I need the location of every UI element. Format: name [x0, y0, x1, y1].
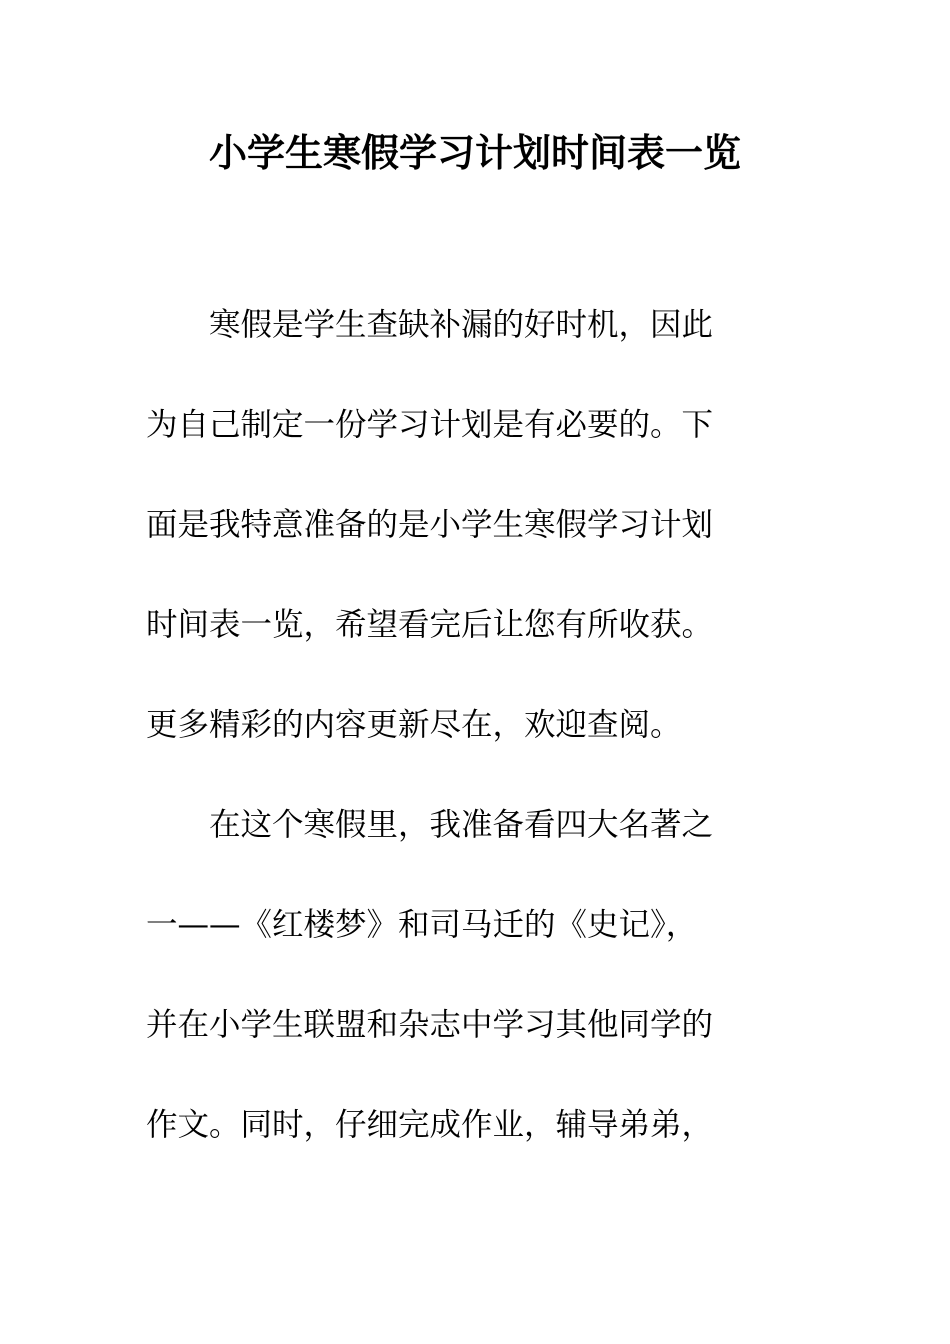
body-line-2: 为自己制定一份学习计划是有必要的。下 [146, 407, 714, 443]
body-line-3: 面是我特意准备的是小学生寒假学习计划 [146, 507, 714, 543]
body-line-8: 并在小学生联盟和杂志中学习其他同学的 [146, 1007, 714, 1043]
body-line-7: 一——《红楼梦》和司马迁的《史记》， [146, 907, 698, 943]
body-line-5: 更多精彩的内容更新尽在，欢迎查阅。 [146, 707, 682, 743]
body-line-1: 寒假是学生查缺补漏的好时机，因此 [146, 307, 714, 343]
document-title: 小学生寒假学习计划时间表一览 [208, 130, 741, 175]
body-line-4: 时间表一览，希望看完后让您有所收获。 [146, 607, 714, 643]
body-line-6: 在这个寒假里，我准备看四大名著之 [146, 807, 714, 843]
document-body [146, 298, 778, 1198]
body-line-9: 作文。同时，仔细完成作业，辅导弟弟， [146, 1107, 714, 1143]
